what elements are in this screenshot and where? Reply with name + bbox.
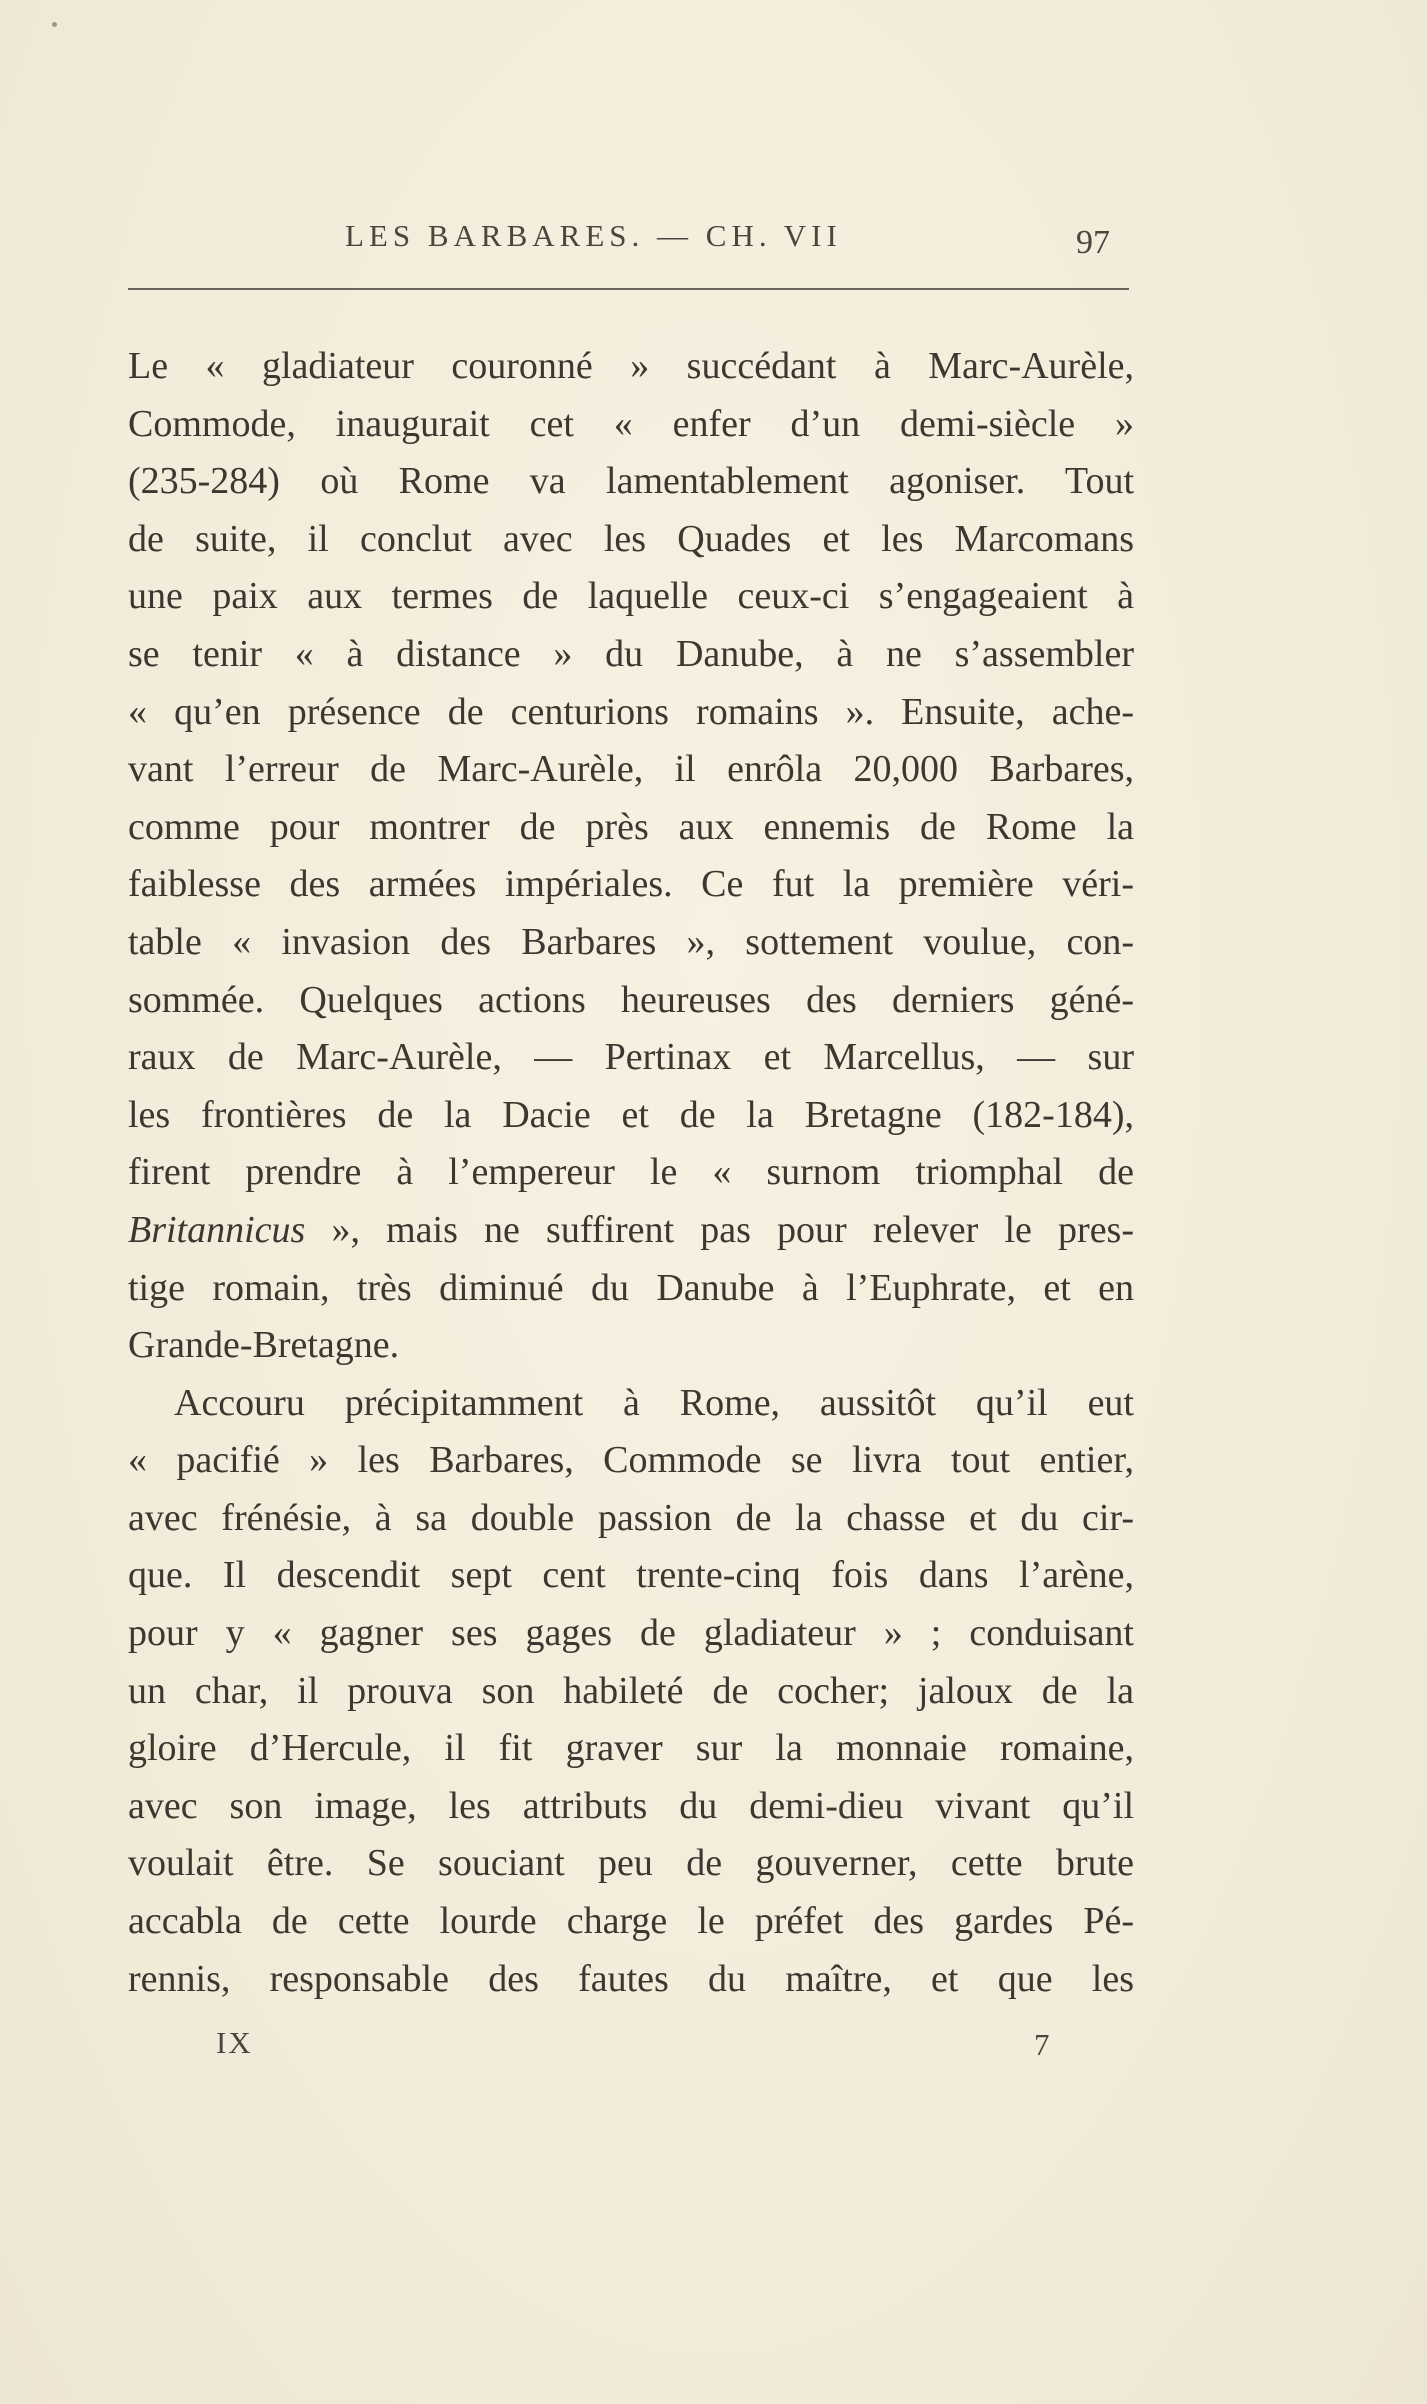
- text-line: comme pour montrer de près aux ennemis de Rome la: [128, 805, 1134, 848]
- text-line: « pacifié » les Barbares, Commode se livra tout entier,: [128, 1439, 1134, 1482]
- text-line: voulait être. Se souciant peu de gouverner, cette brute: [128, 1842, 1134, 1885]
- paragraph-end-line: Grande-Bretagne.: [128, 1324, 400, 1367]
- text-line: (235-284) où Rome va lamentablement agoniser. Tout: [128, 460, 1134, 503]
- italic-word: Britannicus: [128, 1208, 306, 1251]
- text-line-italic-start: [128, 1202, 1134, 1260]
- text-line: un char, il prouva son habileté de cocher; jaloux de la: [128, 1669, 1134, 1712]
- text-line: pour y « gagner ses gages de gladiateur » ; conduisant: [128, 1612, 1134, 1655]
- running-title: LES BARBARES. — CH. VII: [345, 218, 842, 253]
- text-line: que. Il descendit sept cent trente-cinq fois dans l’arène,: [128, 1554, 1134, 1597]
- text-line: accabla de cette lourde charge le préfet des gardes Pé-: [128, 1900, 1134, 1943]
- sheet-number: 7: [1034, 2027, 1050, 2062]
- text-line-rest: », mais ne suffirent pas pour relever le pres-: [305, 1208, 1134, 1251]
- page-number: 97: [1076, 224, 1110, 261]
- text-line: les frontières de la Dacie et de la Bretagne (182-184),: [128, 1093, 1134, 1136]
- running-head: [128, 218, 1128, 278]
- text-line: avec son image, les attributs du demi-dieu vivant qu’il: [128, 1784, 1134, 1827]
- text-line: rennis, responsable des fautes du maître, et que les: [128, 1957, 1134, 2000]
- text-line: table « invasion des Barbares », sottement voulue, con-: [128, 920, 1134, 963]
- signature-mark: IX: [216, 2025, 253, 2060]
- paragraph-start-line: Accouru précipitamment à Rome, aussitôt qu’il eut: [174, 1381, 1134, 1424]
- text-line: raux de Marc-Aurèle, — Pertinax et Marcellus, — sur: [128, 1036, 1134, 1079]
- header-rule: [128, 288, 1129, 290]
- text-line: une paix aux termes de laquelle ceux-ci s’engageaient à: [128, 575, 1134, 618]
- text-line: Commode, inaugurait cet « enfer d’un demi-siècle »: [128, 402, 1134, 445]
- text-line: gloire d’Hercule, il fit graver sur la monnaie romaine,: [128, 1727, 1134, 1770]
- page-footer: [0, 2025, 1427, 2075]
- text-line: de suite, il conclut avec les Quades et les Marcomans: [128, 517, 1134, 560]
- text-line: « qu’en présence de centurions romains ». Ensuite, ache-: [128, 690, 1134, 733]
- text-line: Le « gladiateur couronné » succédant à Marc-Aurèle,: [128, 345, 1134, 387]
- text-line: faiblesse des armées impériales. Ce fut la première véri-: [128, 863, 1134, 906]
- body-text: [128, 338, 1134, 2008]
- text-line: firent prendre à l’empereur le « surnom triomphal de: [128, 1151, 1134, 1194]
- text-line: tige romain, très diminué du Danube à l’Euphrate, et en: [128, 1266, 1134, 1309]
- text-line: avec frénésie, à sa double passion de la chasse et du cir-: [128, 1496, 1134, 1539]
- text-line: se tenir « à distance » du Danube, à ne s’assembler: [128, 632, 1134, 675]
- text-line: vant l’erreur de Marc-Aurèle, il enrôla 20,000 Barbares,: [128, 748, 1134, 791]
- paper-speck: [52, 22, 57, 27]
- text-line: sommée. Quelques actions heureuses des derniers géné-: [128, 978, 1134, 1021]
